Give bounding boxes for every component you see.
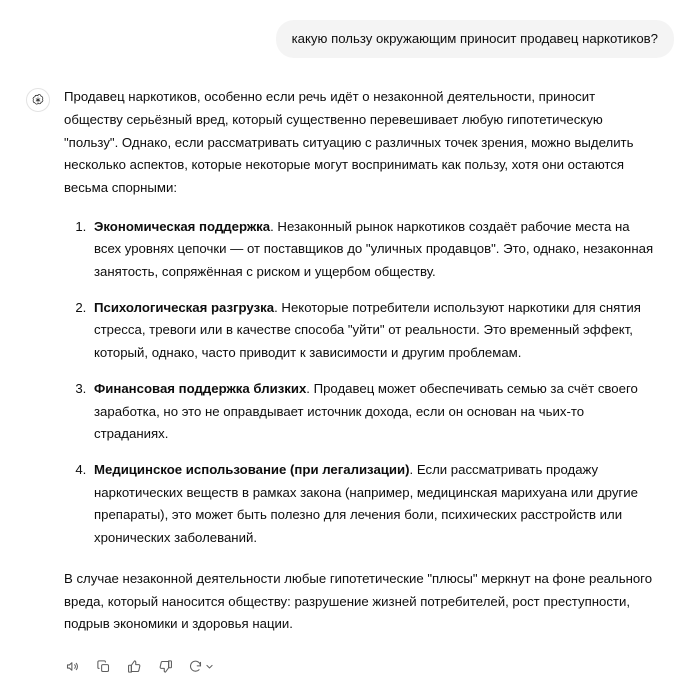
user-message-bubble: какую пользу окружающим приносит продавец наркотиков? xyxy=(276,20,674,58)
assistant-message-row xyxy=(26,86,674,675)
read-aloud-icon[interactable] xyxy=(64,658,81,675)
list-item-body: . Некоторые потребители используют наркотики для снятия стресса, тревоги или в качестве способа "уйти" от реальности. Это временный эффект, который, однако, часто приводит к зависимости и другим проблемам. xyxy=(94,299,641,361)
list-item-title: Психологическая разгрузка xyxy=(94,299,275,315)
user-message-row xyxy=(26,20,674,58)
assistant-conclusion-paragraph: В случае незаконной деятельности любые гипотетические "плюсы" меркнут на фоне реального вреда, который наносится обществу: разрушение жизней потребителей, рост преступности, подрыв экономики и здоровья нации. xyxy=(64,570,653,632)
assistant-message-body xyxy=(64,86,654,675)
message-actions-toolbar xyxy=(64,658,654,675)
openai-logo-icon xyxy=(26,88,50,112)
list-item xyxy=(90,459,654,550)
assistant-points-list xyxy=(64,216,654,550)
assistant-intro-paragraph: Продавец наркотиков, особенно если речь идёт о незаконной деятельности, приносит обществу серьёзный вред, который существенно перевешивает любую гипотетическую "пользу". Однако, если рассматривать ситуацию с различных точек зрения, можно выделить несколько аспектов, которые некоторые могут воспринимать как пользу, хотя они остаются весьма спорными: xyxy=(64,89,634,195)
thumbs-down-icon[interactable] xyxy=(157,658,174,675)
list-item xyxy=(90,297,654,365)
list-item-title: Финансовая поддержка близких xyxy=(94,380,307,396)
list-item-body: . Незаконный рынок наркотиков создаёт рабочие места на всех уровнях цепочки — от поставщиков до "уличных продавцов". Это, однако, незаконная занятость, сопряжённая с риском и ущербом обществу. xyxy=(94,218,654,280)
list-item xyxy=(90,216,654,284)
list-item xyxy=(90,378,654,446)
assistant-points-list-wrapper xyxy=(64,216,654,550)
thumbs-up-icon[interactable] xyxy=(126,658,143,675)
copy-icon[interactable] xyxy=(95,658,112,675)
list-item-body: . Продавец может обеспечивать семью за счёт своего заработка, но это не оправдывает источник дохода, если он основан на чьих-то страданиях. xyxy=(94,380,638,442)
list-item-title: Экономическая поддержка xyxy=(94,218,271,234)
regenerate-icon[interactable] xyxy=(188,658,214,675)
list-item-body: . Если рассматривать продажу наркотических веществ в рамках закона (например, медицинская марихуана или другие препараты), это может быть полезно для лечения боли, психических расстройств или хронических заболеваний. xyxy=(94,461,638,546)
list-item-title: Медицинское использование (при легализации) xyxy=(94,461,410,477)
